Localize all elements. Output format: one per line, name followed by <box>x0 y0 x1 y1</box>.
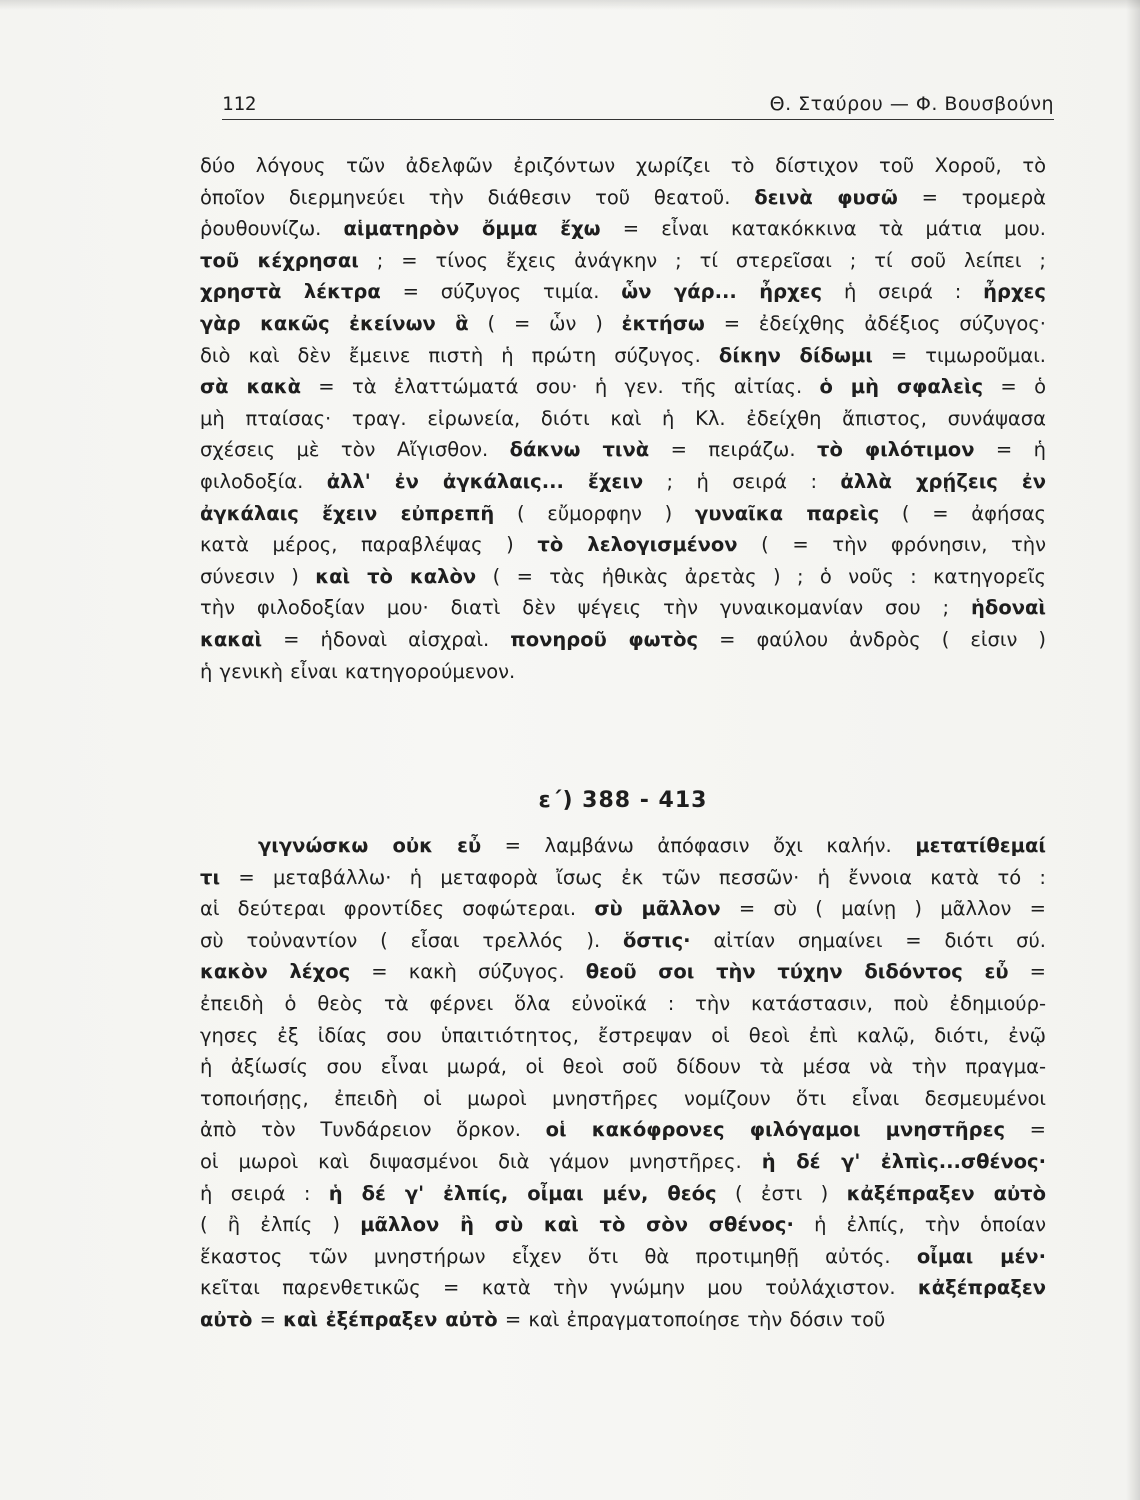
text-line <box>200 213 1046 245</box>
text-line <box>200 1209 1046 1241</box>
bold-lemma: κἀξέπραξεν <box>917 1276 1046 1300</box>
text-line <box>200 862 1046 894</box>
gloss-text: ἡ σειρά : <box>200 1181 329 1205</box>
gloss-text: = τὰ ἐλαττώματά σου· ἡ γεν. τῆς αἰτίας. <box>301 375 820 399</box>
bold-lemma: τι <box>200 865 221 889</box>
gloss-text: αἱ δεύτεραι φροντίδες σοφώτεραι. <box>200 897 595 921</box>
bold-lemma: χρηστὰ λέκτρα <box>200 280 381 304</box>
gloss-text: σὺ τοὐναντίον ( εἶσαι τρελλός ). <box>200 928 623 952</box>
gloss-text: δύο λόγους τῶν ἀδελφῶν ἐριζόντων χωρίζει τὸ δίστιχον τοῦ Χοροῦ, τὸ <box>200 154 1046 177</box>
bold-lemma: τοῦ κέχρησαι <box>200 248 359 272</box>
gloss-text: ; ἡ σειρά : <box>643 469 841 493</box>
gloss-text: = ἐδείχθης ἀδέξιος σύζυγος· <box>704 311 1046 335</box>
text-line <box>200 340 1046 372</box>
page-header <box>222 74 1054 120</box>
text-line <box>200 1020 1046 1052</box>
text-line <box>200 1304 1046 1336</box>
text-line <box>200 1272 1046 1304</box>
bold-lemma: αἱματηρὸν ὄμμα ἔχω <box>343 217 601 241</box>
bold-lemma: ἡδοναὶ <box>971 596 1046 620</box>
bold-lemma: δάκνω τινὰ <box>509 438 650 462</box>
bold-lemma: δίκην δίδωμι <box>718 343 873 367</box>
gloss-text: = <box>1008 960 1046 984</box>
gloss-text: = <box>252 1307 284 1331</box>
bold-lemma: ὧν γάρ... ἦρχες <box>621 280 823 304</box>
bold-lemma: μετατίθεμαί <box>915 834 1046 857</box>
gloss-text: σύνεσιν ) <box>200 564 316 588</box>
text-line <box>200 245 1046 277</box>
text-line <box>200 371 1046 403</box>
bold-lemma: κακὸν λέχος <box>200 960 351 984</box>
bold-lemma: ἦρχες <box>983 280 1046 304</box>
text-line <box>200 592 1046 624</box>
text-line <box>200 925 1046 957</box>
gloss-text: ( ἐστι ) <box>716 1181 847 1205</box>
bold-lemma: πονηροῦ φωτὸς <box>510 627 699 651</box>
gloss-text: ( ἢ ἐλπίς ) <box>200 1213 361 1237</box>
text-line <box>200 403 1046 435</box>
gloss-text: ὁποῖον διερμηνεύει τὴν διάθεσιν τοῦ θεατοῦ. <box>200 185 755 209</box>
bold-lemma: θεοῦ σοι τὴν τύχην διδόντος εὖ <box>585 960 1009 984</box>
gloss-text: ἡ ἐλπίς, τὴν ὁποίαν <box>793 1213 1046 1237</box>
gloss-text: = <box>1005 1118 1046 1142</box>
text-line <box>200 624 1046 656</box>
gloss-text: κατὰ μέρος, παραβλέψας ) <box>200 533 538 557</box>
gloss-text: κεῖται παρενθετικῶς = κατὰ τὴν γνώμην μου τοὐλάχιστον. <box>200 1276 918 1300</box>
page-top-shadow <box>0 0 1140 10</box>
gloss-text: αἰτίαν σημαίνει = διότι σύ. <box>690 928 1046 952</box>
text-line <box>200 498 1046 530</box>
gloss-text: = ἡδοναὶ αἰσχραὶ. <box>262 627 511 651</box>
bold-lemma: αὐτὸ <box>200 1307 253 1331</box>
text-line <box>200 830 1046 862</box>
running-head: Θ. Σταύρου — Φ. Βουσβούνη <box>769 93 1054 115</box>
bold-lemma: τὸ λελογισμένον <box>537 533 738 557</box>
bold-lemma: γυναῖκα παρεὶς <box>695 501 880 525</box>
gloss-text: ἐπειδὴ ὁ θεὸς τὰ φέρνει ὅλα εὐνοϊκά : τὴν κατάστασιν, ποὺ ἐδημιούρ- <box>200 991 1046 1015</box>
gloss-text: = τρομερὰ <box>897 185 1046 209</box>
bold-lemma: κἀξέπραξεν αὐτὸ <box>846 1181 1046 1205</box>
text-line <box>200 276 1046 308</box>
text-line <box>200 988 1046 1020</box>
gloss-text: = εἶναι κατακόκκινα τὰ μάτια μου. <box>600 217 1046 241</box>
bold-lemma: ἀλλὰ χρῄζεις ἐν <box>840 469 1046 493</box>
page-number: 112 <box>222 93 257 115</box>
text-line <box>200 1146 1046 1178</box>
bold-lemma: ἡ δέ γ' ἐλπὶς...σθένος· <box>761 1149 1046 1173</box>
text-line <box>200 308 1046 340</box>
gloss-text: = λαμβάνω ἀπόφασιν ὄχι καλήν. <box>481 834 916 857</box>
gloss-text: = ὁ <box>983 375 1046 399</box>
gloss-text: τοποιήσῃς, ἐπειδὴ οἱ μωροὶ μνηστῆρες νομίζουν ὅτι εἶναι δεσμευμένοι <box>200 1086 1046 1110</box>
text-line <box>200 1114 1046 1146</box>
bold-lemma: γιγνώσκω οὐκ εὖ <box>258 834 482 857</box>
bold-lemma: ἡ δέ γ' ἐλπίς, οἶμαι μέν, θεός <box>328 1181 717 1205</box>
gloss-text: διὸ καὶ δὲν ἔμεινε πιστὴ ἡ πρώτη σύζυγος. <box>200 343 719 367</box>
bold-lemma: ὁ μὴ σφαλεὶς <box>819 375 984 399</box>
gloss-text: = ἡ <box>974 438 1046 462</box>
gloss-text: μὴ πταίσας· τραγ. εἰρωνεία, διότι καὶ ἡ Κλ. ἐδείχθη ἄπιστος, συνάψασα <box>200 406 1046 430</box>
bold-lemma: οἶμαι μέν· <box>916 1244 1046 1268</box>
gloss-text: = κακὴ σύζυγος. <box>350 960 586 984</box>
bold-lemma: καὶ ἐξέπραξεν αὐτὸ <box>283 1307 498 1331</box>
text-line <box>200 529 1046 561</box>
text-line <box>200 434 1046 466</box>
bold-lemma: κακαὶ <box>200 627 263 651</box>
gloss-text: ῥουθουνίζω. <box>200 217 344 241</box>
bold-lemma: καὶ τὸ καλὸν <box>315 564 477 588</box>
bold-lemma: γὰρ κακῶς ἐκείνων ἃ <box>200 311 469 335</box>
text-line <box>200 561 1046 593</box>
gloss-text: ( = τὴν φρόνησιν, τὴν <box>737 533 1046 557</box>
gloss-text: σχέσεις μὲ τὸν Αἴγισθον. <box>200 438 510 462</box>
gloss-text: ( = τὰς ἠθικὰς ἀρετὰς ) ; ὁ νοῦς : κατηγορεῖς <box>476 564 1046 588</box>
bold-lemma: τὸ φιλότιμον <box>817 438 975 462</box>
gloss-text: ἡ σειρά : <box>822 280 984 304</box>
text-line <box>200 182 1046 214</box>
gloss-text: ἀπὸ τὸν Τυνδάρειον ὅρκον. <box>200 1118 546 1142</box>
text-line <box>200 150 1046 182</box>
gloss-text: = τιμωροῦμαι. <box>872 343 1046 367</box>
commentary-paragraph-1 <box>200 150 1046 687</box>
text-line <box>200 1241 1046 1273</box>
text-line <box>200 1083 1046 1115</box>
commentary-paragraph-2 <box>200 830 1046 1336</box>
gloss-text: ( = ὧν ) <box>468 311 622 335</box>
bold-lemma: σὰ κακὰ <box>200 375 301 399</box>
section-heading: ε΄) 388 - 413 <box>538 788 708 813</box>
gloss-text: ; = τίνος ἔχεις ἀνάγκην ; τί στερεῖσαι ; τί σοῦ λείπει ; <box>358 248 1046 272</box>
gloss-text: ἡ ἀξίωσίς σου εἶναι μωρά, οἱ θεοὶ σοῦ δίδουν τὰ μέσα νὰ τὴν πραγμα- <box>200 1055 1046 1079</box>
gloss-text: = σὺ ( μαίνῃ ) μᾶλλον = <box>720 897 1046 921</box>
text-line <box>200 893 1046 925</box>
text-line <box>200 1051 1046 1083</box>
bold-lemma: ἐκτήσω <box>621 311 705 335</box>
bold-lemma: ὅστις· <box>623 928 691 952</box>
gloss-text: = καὶ ἐπραγματοποίησε τὴν δόσιν τοῦ <box>497 1307 886 1331</box>
gloss-text: ἕκαστος τῶν μνηστήρων εἶχεν ὅτι θὰ προτιμηθῇ αὐτός. <box>200 1244 917 1268</box>
text-line <box>200 1178 1046 1210</box>
gloss-text: τὴν φιλοδοξίαν μου· διατὶ δὲν ψέγεις τὴν γυναικομανίαν σου ; <box>200 596 972 620</box>
bold-lemma: μᾶλλον ἢ σὺ καὶ τὸ σὸν σθένος· <box>360 1213 794 1237</box>
gloss-text: ἡ γενικὴ εἶναι κατηγορούμενον. <box>200 659 516 683</box>
gloss-text: = σύζυγος τιμία. <box>380 280 622 304</box>
bold-lemma: σὺ μᾶλλον <box>594 897 721 921</box>
gloss-text: γησες ἐξ ἰδίας σου ὑπαιτιότητος, ἔστρεψαν οἱ θεοὶ ἐπὶ καλῷ, διότι, ἐνῷ <box>200 1023 1046 1047</box>
bold-lemma: ἀγκάλαις ἔχειν εὐπρεπῆ <box>200 501 495 525</box>
gloss-text: ( = ἀφήσας <box>879 501 1046 525</box>
text-line <box>200 466 1046 498</box>
gloss-text: = φαύλου ἀνδρὸς ( εἰσιν ) <box>698 627 1046 651</box>
gloss-text: = πειράζω. <box>649 438 817 462</box>
gloss-text: ( εὔμορφην ) <box>494 501 696 525</box>
bold-lemma: οἱ κακόφρονες φιλόγαμοι μνηστῆρες <box>545 1118 1006 1142</box>
gloss-text: φιλοδοξία. <box>200 469 327 493</box>
text-line <box>200 656 1046 688</box>
gloss-text: οἱ μωροὶ καὶ διψασμένοι διὰ γάμον μνηστῆρες. <box>200 1149 762 1173</box>
page-edge-shadow <box>1126 0 1140 1500</box>
text-line <box>200 956 1046 988</box>
bold-lemma: δεινὰ φυσῶ <box>754 185 898 209</box>
gloss-text: = μεταβάλλω· ἡ μεταφορὰ ἴσως ἐκ τῶν πεσσῶν· ἡ ἔννοια κατὰ τό : <box>220 865 1046 889</box>
bold-lemma: ἀλλ' ἐν ἀγκάλαις... ἔχειν <box>326 469 644 493</box>
